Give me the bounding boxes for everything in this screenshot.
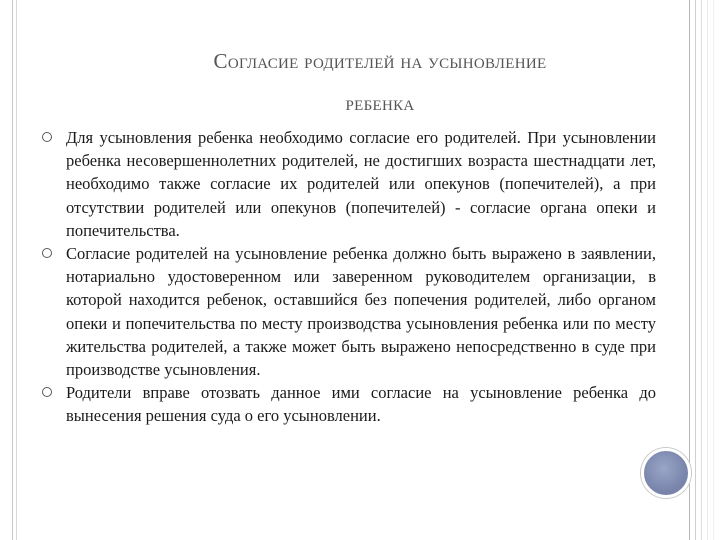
- list-item: [40, 381, 656, 427]
- right-decorative-rail: [701, 0, 702, 540]
- list-item-text: Согласие родителей на усыновление ребенка должно быть выражено в заявлении, нотариально удостоверенном или заверенном руководителем организации, в которой находится ребенок, оставшийся без попечения родителей, либо органом опеки и попечительства по месту производства усыновления ребенка или по месту жительства родителей, а также может быть выражено непосредственно в суде при производстве усыновления.: [66, 244, 656, 380]
- list-item-text: Для усыновления ребенка необходимо согласие его родителей. При усыновлении ребенка несовершеннолетних родителей, не достигших возраста шестнадцати лет, необходимо также согласие их родителей или опекунов (попечителей), а при отсутствии родителей или опекунов (попечителей) - согласие органа опеки и попечительства.: [66, 128, 656, 240]
- left-accent-line: [12, 0, 13, 540]
- bullet-circle-icon: [42, 132, 52, 142]
- slide-title-line-2: ребенка: [345, 91, 415, 115]
- list-item-text: Родители вправе отозвать данное ими согласие на усыновление ребенка до вынесения решения суда о его усыновлении.: [66, 383, 656, 426]
- list-item: [40, 242, 656, 381]
- right-decorative-rail: [707, 0, 708, 540]
- left-accent-line-inner: [16, 0, 17, 540]
- list-item: [40, 126, 656, 242]
- right-decorative-rail: [689, 0, 690, 540]
- right-decorative-rail: [695, 0, 696, 540]
- right-decorative-rail: [713, 0, 714, 540]
- bullet-list: [40, 126, 656, 428]
- bullet-circle-icon: [42, 387, 52, 397]
- slide-title: [80, 40, 680, 124]
- slide-title-line-1: Согласие родителей на усыновление: [213, 49, 547, 73]
- decorative-circle: [641, 448, 691, 498]
- bullet-circle-icon: [42, 248, 52, 258]
